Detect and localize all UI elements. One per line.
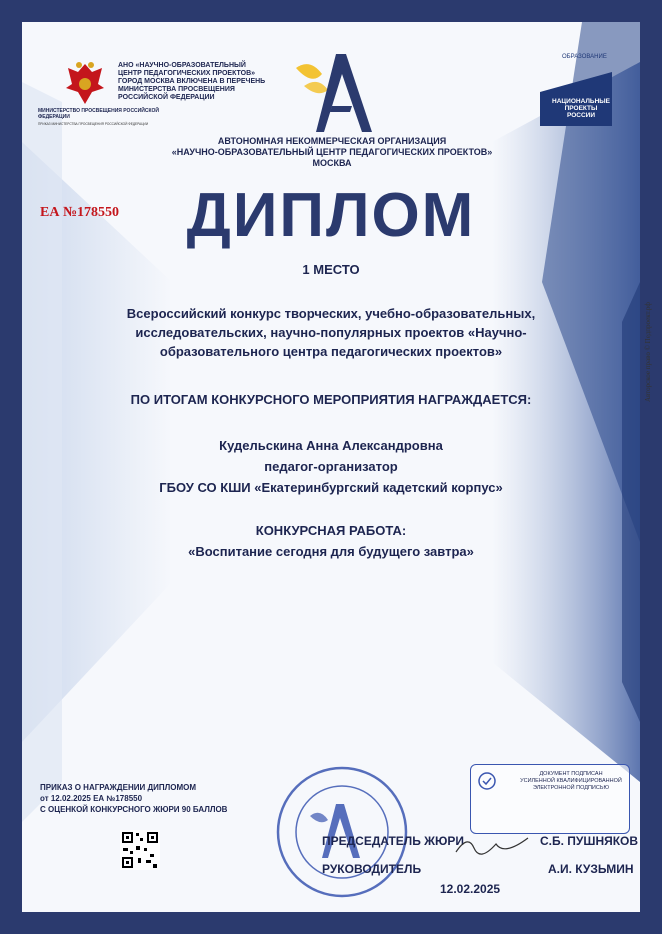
diploma-title: ДИПЛОМ bbox=[186, 181, 476, 250]
place-label: 1 МЕСТО bbox=[302, 262, 360, 277]
contest-description: Всероссийский конкурс творческих, учебно-образовательных, исследовательских, научно-популярных проектов «Научно- образовательного центра педагогических проектов» bbox=[126, 306, 536, 359]
digital-signature-title: ДОКУМЕНТ ПОДПИСАН УСИЛЕННОЙ КВАЛИФИЦИРОВАННОЙ ЭЛЕКТРОННОЙ ПОДПИСЬЮ bbox=[520, 771, 622, 791]
signing-date: 12.02.2025 bbox=[440, 882, 501, 896]
license-fineprint: ПРИКАЗ МИНИСТЕРСТВА ПРОСВЕЩЕНИЯ РОССИЙСКОЙ ФЕДЕРАЦИИ bbox=[38, 122, 149, 126]
work-title: «Воспитание сегодня для будущего завтра» bbox=[188, 544, 474, 559]
org-line-3: МОСКВА bbox=[312, 158, 352, 168]
award-heading: ПО ИТОГАМ КОНКУРСНОГО МЕРОПРИЯТИЯ НАГРАЖДАЕТСЯ: bbox=[130, 392, 532, 407]
organization-name bbox=[162, 136, 502, 169]
jury-chairman-name: С.Б. ПУШНЯКОВ bbox=[540, 834, 639, 848]
np-title: НАЦИОНАЛЬНЫЕ ПРОЕКТЫ РОССИИ bbox=[552, 98, 610, 119]
jury-chairman-label: ПРЕДСЕДАТЕЛЬ ЖЮРИ bbox=[322, 834, 465, 848]
ministry-caption: МИНИСТЕРСТВО ПРОСВЕЩЕНИЯ РОССИЙСКОЙ ФЕДЕРАЦИИ bbox=[38, 108, 159, 120]
center-logo-icon bbox=[282, 52, 378, 134]
qr-code-icon bbox=[120, 830, 160, 870]
signature-seal-icon bbox=[477, 771, 497, 791]
russian-coat-of-arms-icon bbox=[62, 58, 108, 108]
diploma-sheet bbox=[22, 22, 652, 912]
recipient-name: Кудельскина Анна Александровна bbox=[219, 438, 443, 453]
work-block bbox=[22, 520, 640, 562]
org-inclusion-text: АНО «НАУЧНО-ОБРАЗОВАТЕЛЬНЫЙ ЦЕНТР ПЕДАГОГИЧЕСКИХ ПРОЕКТОВ» ГОРОД МОСКВА ВКЛЮЧЕНА В ПЕРЕЧЕНЬ МИНИСТЕРСТВА ПРОСВЕЩЕНИЯ РОССИЙСКОЙ ФЕДЕРАЦИИ bbox=[118, 62, 266, 101]
digital-signature-box bbox=[470, 764, 630, 834]
recipient-block bbox=[22, 435, 640, 498]
org-line-1: АВТОНОМНАЯ НЕКОММЕРЧЕСКАЯ ОРГАНИЗАЦИЯ bbox=[217, 136, 447, 146]
recipient-position: педагог-организатор bbox=[264, 459, 398, 474]
org-line-2: «НАУЧНО-ОБРАЗОВАТЕЛЬНЫЙ ЦЕНТР ПЕДАГОГИЧЕСКИХ ПРОЕКТОВ» bbox=[171, 147, 493, 157]
np-top-label: ОБРАЗОВАНИЕ bbox=[562, 54, 607, 60]
national-projects-logo bbox=[532, 52, 620, 128]
director-label: РУКОВОДИТЕЛЬ bbox=[322, 862, 422, 876]
diploma-number: ЕА №178550 bbox=[40, 205, 120, 220]
director-name: А.И. КУЗЬМИН bbox=[548, 862, 634, 876]
order-info: ПРИКАЗ О НАГРАЖДЕНИИ ДИПЛОМОМ от 12.02.2025 ЕА №178550 С ОЦЕНКОЙ КОНКУРСНОГО ЖЮРИ 90 БАЛЛОВ bbox=[40, 783, 228, 814]
work-heading: КОНКУРСНАЯ РАБОТА: bbox=[255, 523, 407, 538]
recipient-organization: ГБОУ СО КШИ «Екатеринбургский кадетский корпус» bbox=[159, 480, 503, 495]
chairman-signature-icon bbox=[452, 830, 532, 860]
copyright-vertical: Авторское право © Педпроект.рф bbox=[644, 302, 652, 402]
official-stamp-icon bbox=[274, 764, 410, 900]
